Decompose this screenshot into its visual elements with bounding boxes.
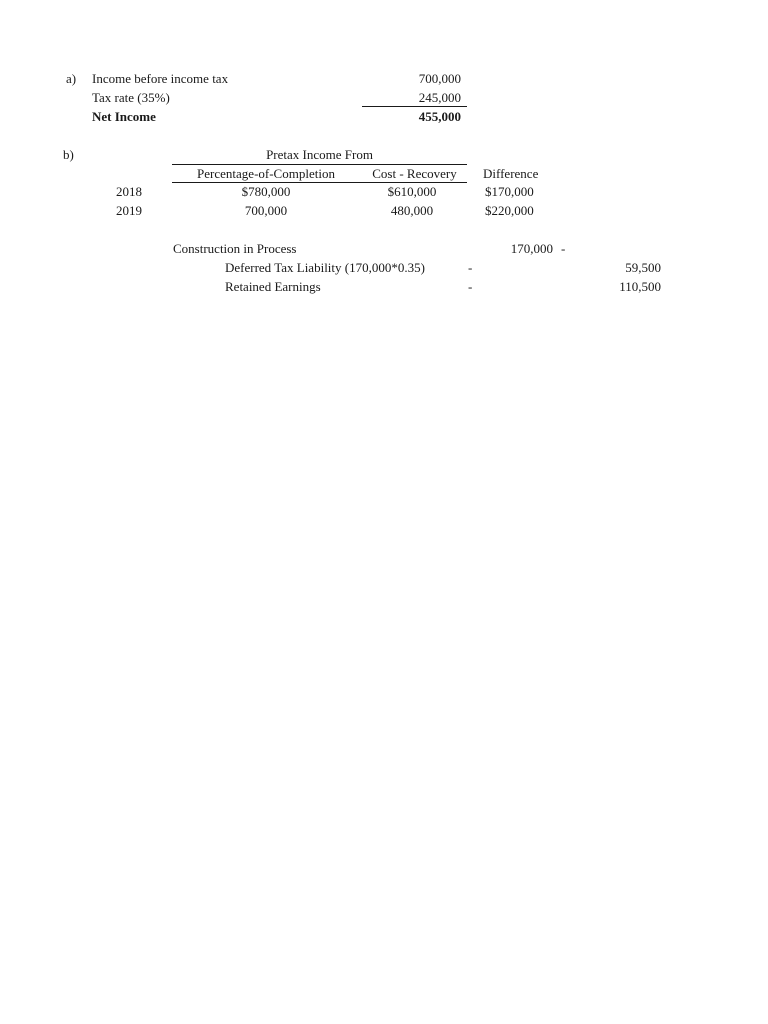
cell-cost-recovery-2019: 480,000: [390, 203, 434, 218]
journal-account-deferred-tax: Deferred Tax Liability (170,000*0.35): [225, 260, 425, 275]
income-before-tax-label: Income before income tax: [92, 71, 229, 86]
column-header-rule: [172, 182, 467, 183]
journal-credit-deferred-tax: 59,500: [625, 260, 661, 275]
net-income-label: Net Income: [92, 109, 156, 124]
part-a-label: a): [66, 71, 77, 86]
journal-debit-construction: 170,000: [510, 241, 553, 256]
journal-account-construction: Construction in Process: [173, 241, 297, 256]
income-before-tax-value: 700,000: [418, 71, 461, 86]
journal-dash-construction: -: [561, 241, 566, 256]
journal-account-retained-earnings: Retained Earnings: [225, 279, 321, 294]
group-header-rule: [172, 164, 467, 165]
part-b-label: b): [63, 147, 74, 162]
net-income-value: 455,000: [418, 109, 461, 124]
tax-amount-value: 245,000: [418, 90, 461, 105]
cell-difference-2018: $170,000: [485, 184, 534, 199]
tax-rate-label: Tax rate (35%): [92, 90, 170, 105]
journal-dash-deferred-tax: -: [468, 260, 473, 275]
col-header-cost-recovery: Cost - Recovery: [372, 166, 457, 181]
cell-difference-2019: $220,000: [485, 203, 534, 218]
subtotal-rule: [362, 106, 467, 107]
row-year-2019: 2019: [116, 203, 142, 218]
cell-cost-recovery-2018: $610,000: [387, 184, 437, 199]
row-year-2018: 2018: [116, 184, 142, 199]
cell-poc-2019: 700,000: [244, 203, 288, 218]
table-group-header: Pretax Income From: [266, 147, 373, 162]
col-header-difference: Difference: [483, 166, 539, 181]
col-header-poc: Percentage-of-Completion: [197, 166, 335, 181]
journal-credit-retained-earnings: 110,500: [619, 279, 661, 294]
cell-poc-2018: $780,000: [241, 184, 291, 199]
journal-dash-retained-earnings: -: [468, 279, 473, 294]
